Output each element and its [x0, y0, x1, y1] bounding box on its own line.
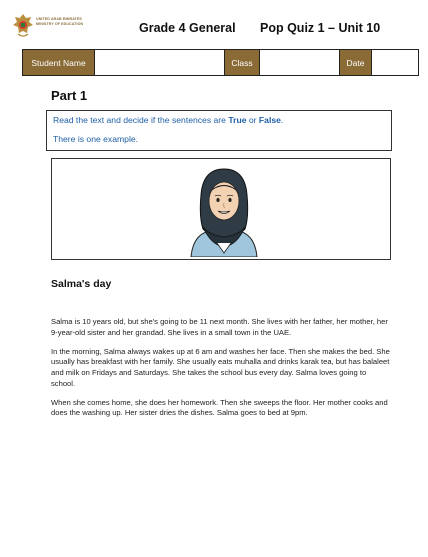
false-word: False — [258, 115, 281, 125]
part-title: Part 1 — [51, 88, 88, 103]
quiz-title: Pop Quiz 1 – Unit 10 — [260, 21, 381, 35]
student-name-field[interactable] — [95, 50, 225, 75]
instructions-end: . — [280, 115, 284, 125]
story-title: Salma's day — [51, 278, 112, 290]
ministry-line-2: MINISTRY OF EDUCATION — [36, 22, 84, 26]
picture-frame — [51, 158, 391, 260]
class-field[interactable] — [260, 50, 340, 75]
instructions-text — [53, 115, 385, 126]
story-paragraph: Salma is 10 years old, but she's going to be 11 next month. She lives with her father, her mother, her 9-year-old sister and her grandad. She lives in a small town in the UAE. — [51, 317, 388, 337]
true-word: True — [228, 115, 247, 125]
uae-emblem-logo — [12, 13, 34, 39]
ministry-line-1: UNITED ARAB EMIRATES — [36, 17, 82, 21]
grade-title: Grade 4 General — [139, 21, 236, 35]
story-paragraph: In the morning, Salma always wakes up at 6 am and washes her face. Then she makes the bed. She usually has breakfast with her family. She usually eats muhalla and drinks karak tea, but has balaleet and milk on Fridays and Saturdays. She takes the school bus every day. Salma loves going to school. — [51, 346, 390, 388]
student-name-label: Student Name — [23, 50, 95, 75]
class-label: Class — [225, 50, 260, 75]
story-text — [51, 317, 391, 428]
or-word: or — [246, 115, 259, 125]
date-label: Date — [340, 50, 372, 75]
student-info-table — [22, 49, 419, 76]
ministry-name — [36, 17, 83, 27]
date-field[interactable] — [372, 50, 418, 75]
instructions-lead: Read the text and decide if the sentences are — [53, 115, 229, 125]
instructions-box — [46, 110, 392, 151]
example-note: There is one example. — [53, 134, 139, 144]
girl-in-hijab-illustration — [187, 165, 261, 257]
story-paragraph: When she comes home, she does her homework. Then she sweeps the floor. Her mother cooks and does the washing up. Her sister dries the dishes. Salma goes to bed at 9pm. — [51, 397, 388, 418]
